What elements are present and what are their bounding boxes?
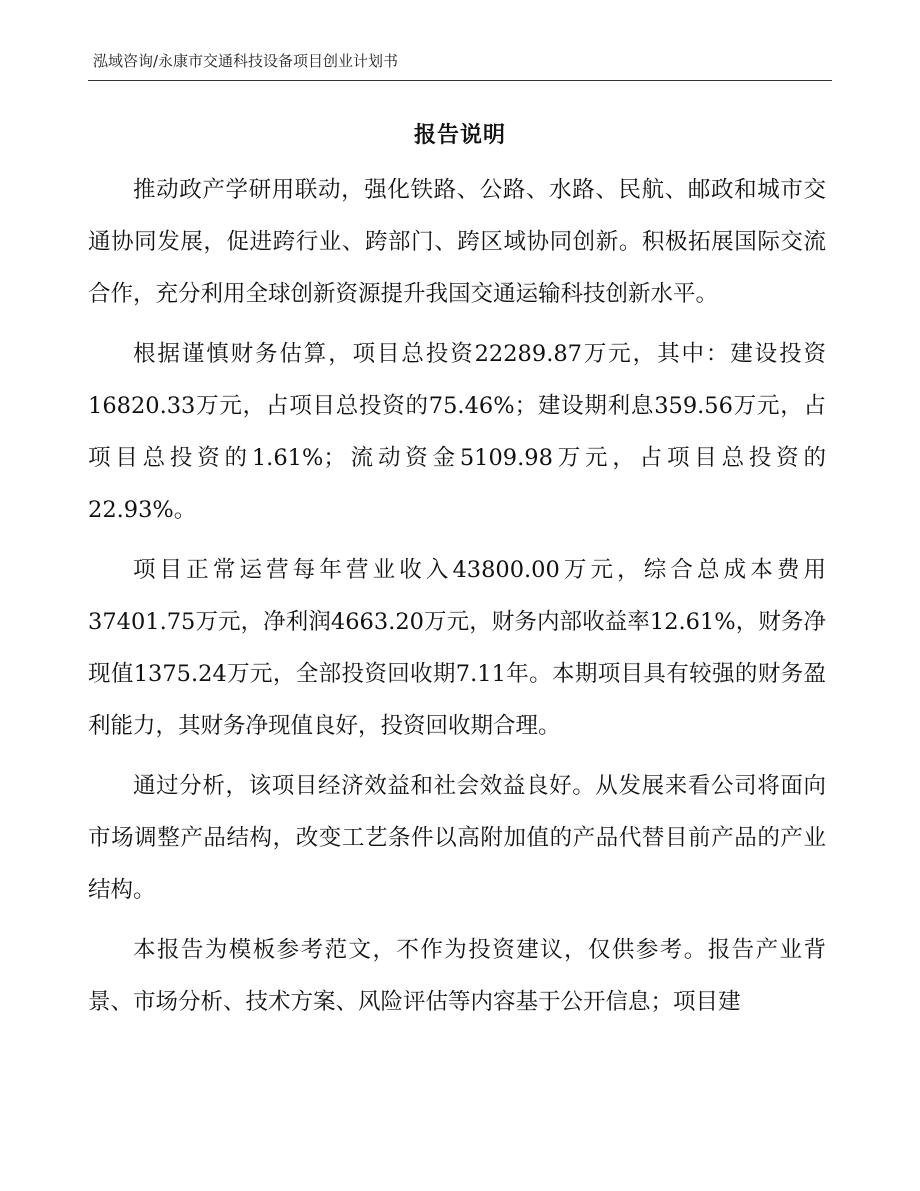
running-header: 泓域咨询/永康市交通科技设备项目创业计划书 <box>93 52 399 70</box>
report-body <box>88 164 826 1036</box>
section-title: 报告说明 <box>413 123 506 148</box>
paragraph-investment: 根据谨慎财务估算，项目总投资22289.87万元，其中：建设投资16820.33万元，占项目总投资的75.46%；建设期利息359.56万元，占项目总投资的1.61%；流动资金5109.98万元，占项目总投资的22.93%。 <box>88 341 826 523</box>
paragraph-disclaimer: 本报告为模板参考范文，不作为投资建议，仅供参考。报告产业背景、市场分析、技术方案、风险评估等内容基于公开信息；项目建 <box>88 937 826 1015</box>
paragraph-operations: 项目正常运营每年营业收入43800.00万元，综合总成本费用37401.75万元，净利润4663.20万元，财务内部收益率12.61%，财务净现值1375.24万元，全部投资回收期7.11年。本期项目具有较强的财务盈利能力，其财务净现值良好，投资回收期合理。 <box>88 557 826 739</box>
header-divider <box>88 80 832 81</box>
paragraph-analysis: 通过分析，该项目经济效益和社会效益良好。从发展来看公司将面向市场调整产品结构，改变工艺条件以高附加值的产品代替目前产品的产业结构。 <box>88 773 826 903</box>
paragraph-intro: 推动政产学研用联动，强化铁路、公路、水路、民航、邮政和城市交通协同发展，促进跨行业、跨部门、跨区域协同创新。积极拓展国际交流合作，充分利用全球创新资源提升我国交通运输科技创新水平。 <box>88 177 826 307</box>
